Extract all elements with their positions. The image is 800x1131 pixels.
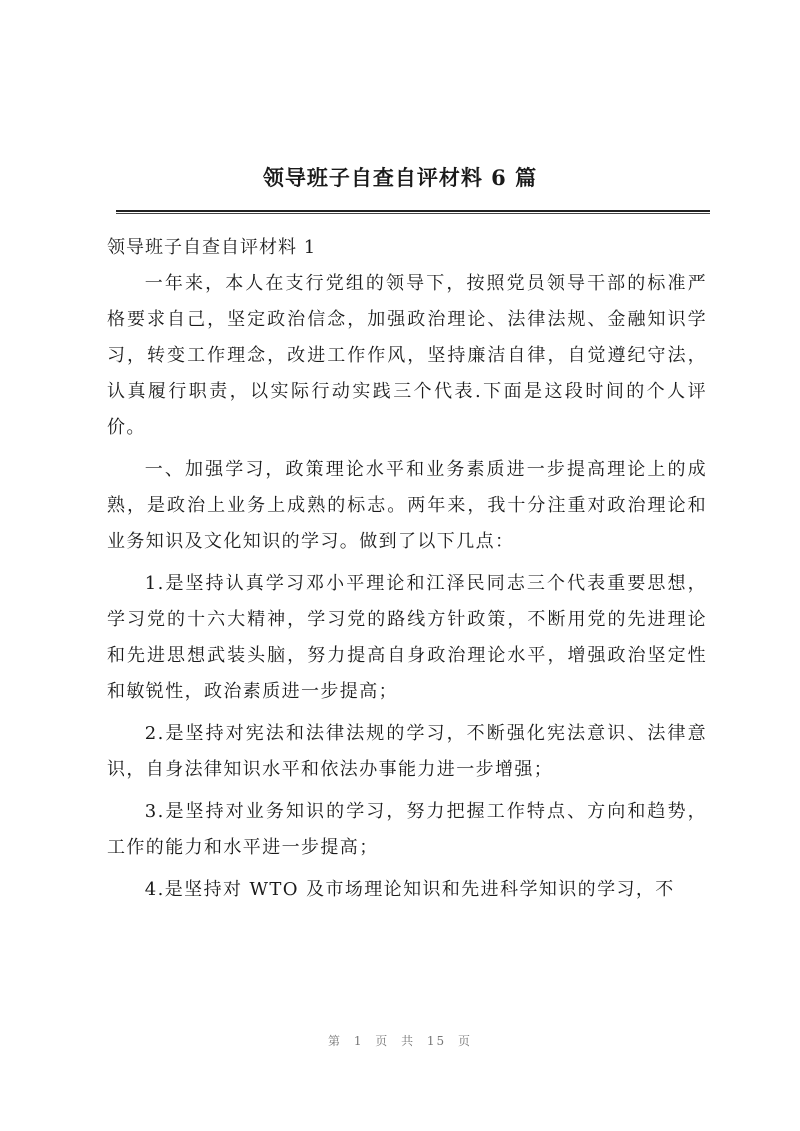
paragraph-section-one: 一、加强学习，政策理论水平和业务素质进一步提高理论上的成熟，是政治上业务上成熟的标志。两年来，我十分注重对政治理论和业务知识及文化知识的学习。做到了以下几点： bbox=[107, 459, 707, 552]
page-number-footer: 第 1 页 共 15 页 bbox=[328, 1034, 472, 1048]
paragraph-item-4: 4.是坚持对 WTO 及市场理论知识和先进科学知识的学习，不 bbox=[144, 879, 675, 900]
paragraph-item-2: 2.是坚持对宪法和法律法规的学习，不断强化宪法意识、法律意识，自身法律知识水平和依法办事能力进一步增强； bbox=[107, 723, 707, 780]
paragraph-intro: 一年来，本人在支行党组的领导下，按照党员领导干部的标准严格要求自己，坚定政治信念，加强政治理论、法律法规、金融知识学习，转变工作理念，改进工作作风，坚持廉洁自律，自觉遵纪守法，认真履行职责，以实际行动实践三个代表.下面是这段时间的个人评价。 bbox=[107, 273, 707, 438]
paragraph-item-1: 1.是坚持认真学习邓小平理论和江泽民同志三个代表重要思想，学习党的十六大精神，学习党的路线方针政策，不断用党的先进理论和先进思想武装头脑，努力提高自身政治理论水平，增强政治坚定性和敏锐性，政治素质进一步提高； bbox=[107, 573, 707, 702]
title-divider bbox=[116, 210, 710, 214]
section-heading: 领导班子自查自评材料 1 bbox=[107, 237, 317, 258]
paragraph-item-3: 3.是坚持对业务知识的学习，努力把握工作特点、方向和趋势，工作的能力和水平进一步提高； bbox=[107, 801, 707, 858]
document-body bbox=[107, 230, 707, 914]
document-title: 领导班子自查自评材料 6 篇 bbox=[262, 165, 538, 190]
